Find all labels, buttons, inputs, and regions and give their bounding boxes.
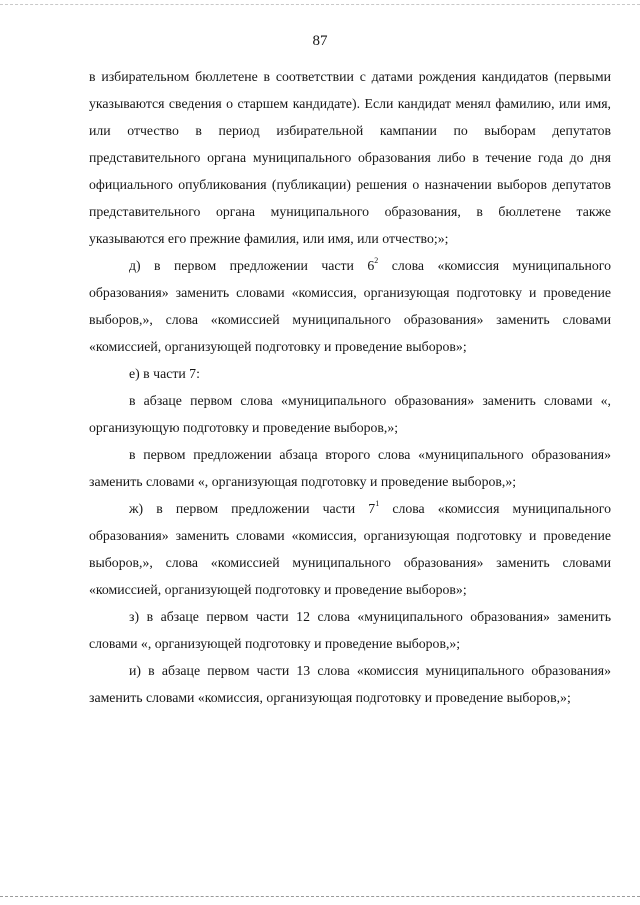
paragraph-item-zh bbox=[89, 495, 611, 603]
page-bottom-border bbox=[0, 896, 640, 897]
document-body bbox=[89, 63, 611, 711]
paragraph-item-e-second: в первом предложении абзаца второго слова «муниципального образования» заменить словами «, организующая подготовку и проведение выборов,»; bbox=[89, 447, 611, 489]
paragraph-item-e: е) в части 7: bbox=[129, 366, 200, 381]
item-zh-text-end: слова «комиссия муниципального образования» заменить словами «комиссия, организующая подготовку и проведение выборов,», слова «комиссией муниципального образования» заменить словами «комиссией, организующей подготовку и проведение выборов»; bbox=[89, 501, 611, 597]
paragraph-item-d bbox=[89, 252, 611, 360]
item-zh-superscript: 1 bbox=[375, 499, 380, 508]
paragraph-ballot-candidates: в избирательном бюллетене в соответствии с датами рождения кандидатов (первыми указываются сведения о старшем кандидате). Если кандидат менял фамилию, или имя, или отчество в период избирательной кампании по выборам депутатов представительного органа муниципального образования либо в течение года до дня официального опубликования (публикации) решения о назначении выборов депутатов представительного органа муниципального образования, в бюллетене также указываются его прежние фамилия, или имя, или отчество;»; bbox=[89, 69, 611, 246]
item-d-superscript: 2 bbox=[374, 256, 379, 265]
page-top-border bbox=[0, 4, 640, 5]
paragraph-item-i: и) в абзаце первом части 13 слова «комиссия муниципального образования» заменить словами «комиссия, организующая подготовку и проведение выборов,»; bbox=[89, 663, 611, 705]
item-d-text-start: д) в первом предложении части 6 bbox=[129, 258, 375, 273]
page-number: 87 bbox=[312, 33, 328, 49]
paragraph-item-e-first: в абзаце первом слова «муниципального образования» заменить словами «, организующую подготовку и проведение выборов,»; bbox=[89, 393, 611, 435]
item-zh-text-start: ж) в первом предложении части 7 bbox=[129, 501, 376, 516]
paragraph-item-z: з) в абзаце первом части 12 слова «муниципального образования» заменить словами «, организующей подготовку и проведение выборов,»; bbox=[89, 609, 611, 651]
item-d-text-end: слова «комиссия муниципального образования» заменить словами «комиссия, организующая подготовку и проведение выборов,», слова «комиссией муниципального образования» заменить словами «комиссией, организующей подготовку и проведение выборов»; bbox=[89, 258, 611, 354]
